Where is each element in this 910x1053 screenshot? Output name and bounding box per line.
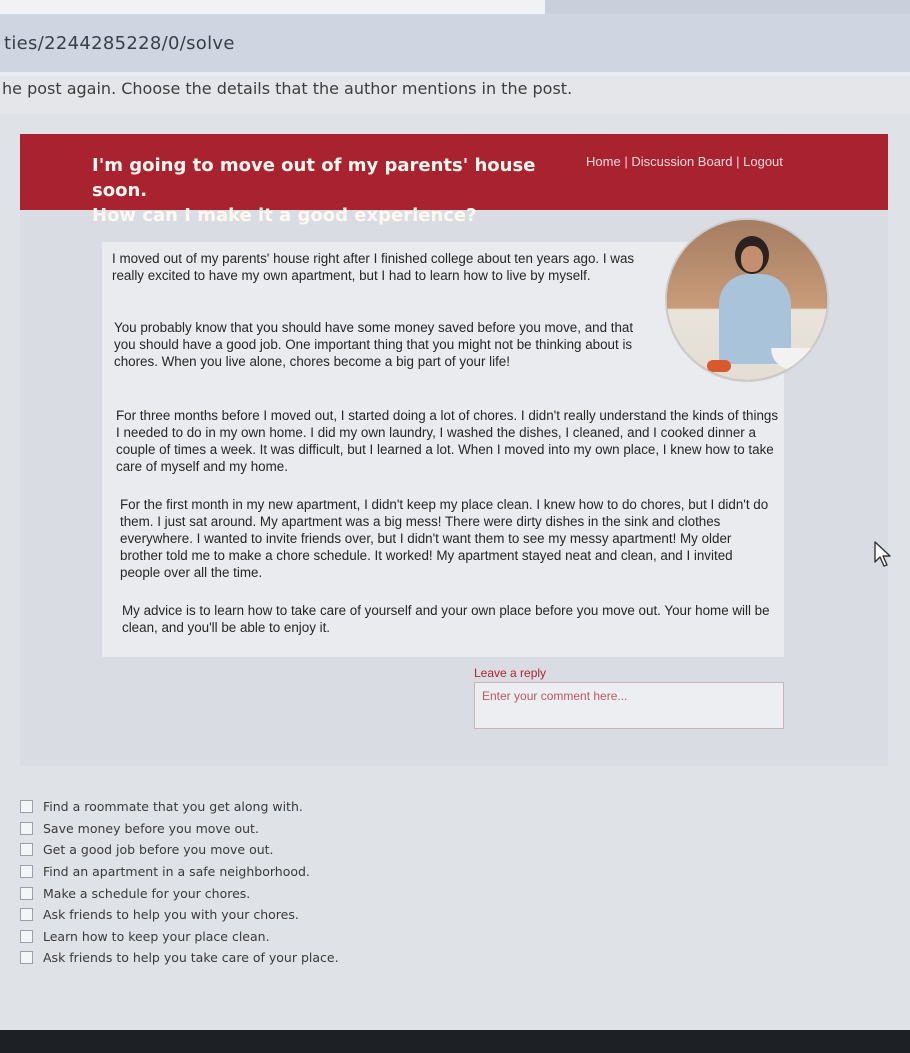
nav-home-link[interactable]: Home (586, 154, 621, 169)
nav-discussion-board-link[interactable]: Discussion Board (631, 154, 733, 169)
option-label: Get a good job before you move out. (43, 842, 274, 858)
option-4[interactable] (20, 861, 520, 883)
post-paragraph-2: You probably know that you should have some money saved before you move, and that you should have a good job. One important thing that you might not be thinking about is chores. When you live alone, chores become a big part of your life! (114, 320, 634, 369)
nav-separator: | (624, 154, 628, 169)
option-label: Ask friends to help you take care of your place. (43, 950, 339, 966)
post-paragraph-5: My advice is to learn how to take care of yourself and your own place before you move out. Your home will be clean, and you'll be able to enjoy it. (122, 603, 770, 635)
option-label: Make a schedule for your chores. (43, 885, 251, 901)
option-checkbox[interactable] (20, 843, 33, 856)
address-bar[interactable]: ties/2244285228/0/solve (0, 14, 910, 72)
option-checkbox[interactable] (20, 865, 33, 878)
post-paragraph-4: For the first month in my new apartment, I didn't keep my place clean. I knew how to do chores, but I didn't do them. I just sat around. My apartment was a big mess! There were dirty dishes in the sink and clothes everywhere. I wanted to invite friends over, but I didn't want them to see my messy apartment! My older brother told me to make a chore schedule. It worked! My apartment stayed neat and clean, and I invited people over all the time. (120, 497, 769, 580)
mouse-cursor-icon (873, 540, 895, 568)
question-instruction: he post again. Choose the details that the author mentions in the post. (0, 76, 910, 114)
option-label: Learn how to keep your place clean. (43, 928, 270, 944)
option-checkbox[interactable] (20, 908, 33, 921)
option-label: Ask friends to help you with your chores. (43, 907, 299, 923)
monitor-bezel (0, 1030, 910, 1053)
vegetables (707, 360, 731, 372)
leave-reply-label: Leave a reply (474, 666, 547, 680)
option-label: Save money before you move out. (43, 820, 259, 836)
option-6[interactable] (20, 904, 520, 926)
browser-tab[interactable] (545, 0, 910, 14)
option-checkbox[interactable] (20, 887, 33, 900)
header-nav (586, 154, 783, 169)
post-title-line-1: I'm going to move out of my parents' house soon. (92, 155, 536, 201)
nav-separator: | (736, 154, 740, 169)
option-1[interactable] (20, 796, 520, 818)
option-checkbox[interactable] (20, 800, 33, 813)
option-checkbox[interactable] (20, 951, 33, 964)
post-header (20, 134, 888, 226)
author-photo (665, 218, 829, 382)
nav-logout-link[interactable]: Logout (743, 154, 783, 169)
post-title (92, 153, 582, 228)
post-paragraph-1: I moved out of my parents' house right after I finished college about ten years ago. I was really excited to have my own apartment, but I had to learn how to live by myself. (112, 251, 635, 283)
option-7[interactable] (20, 926, 520, 948)
option-5[interactable] (20, 882, 520, 904)
answer-options (20, 796, 520, 969)
option-label: Find an apartment in a safe neighborhood. (43, 864, 310, 880)
person-face (741, 246, 763, 272)
option-3[interactable] (20, 839, 520, 861)
option-2[interactable] (20, 818, 520, 840)
post-paragraph-3: For three months before I moved out, I started doing a lot of chores. I didn't really understand the kinds of things I needed to do in my own home. I did my own laundry, I washed the dishes, I cleaned, and I cooked dinner a couple of times a week. It was difficult, but I learned a lot. When I moved into my own place, I knew how to take care of myself and my home. (116, 408, 779, 474)
post-title-line-2: How can I make it a good experience? (92, 205, 477, 226)
option-label: Find a roommate that you get along with. (43, 799, 303, 815)
option-checkbox[interactable] (20, 930, 33, 943)
option-checkbox[interactable] (20, 822, 33, 835)
option-8[interactable] (20, 947, 520, 969)
comment-input[interactable] (474, 682, 784, 729)
browser-tab-strip (0, 0, 910, 14)
